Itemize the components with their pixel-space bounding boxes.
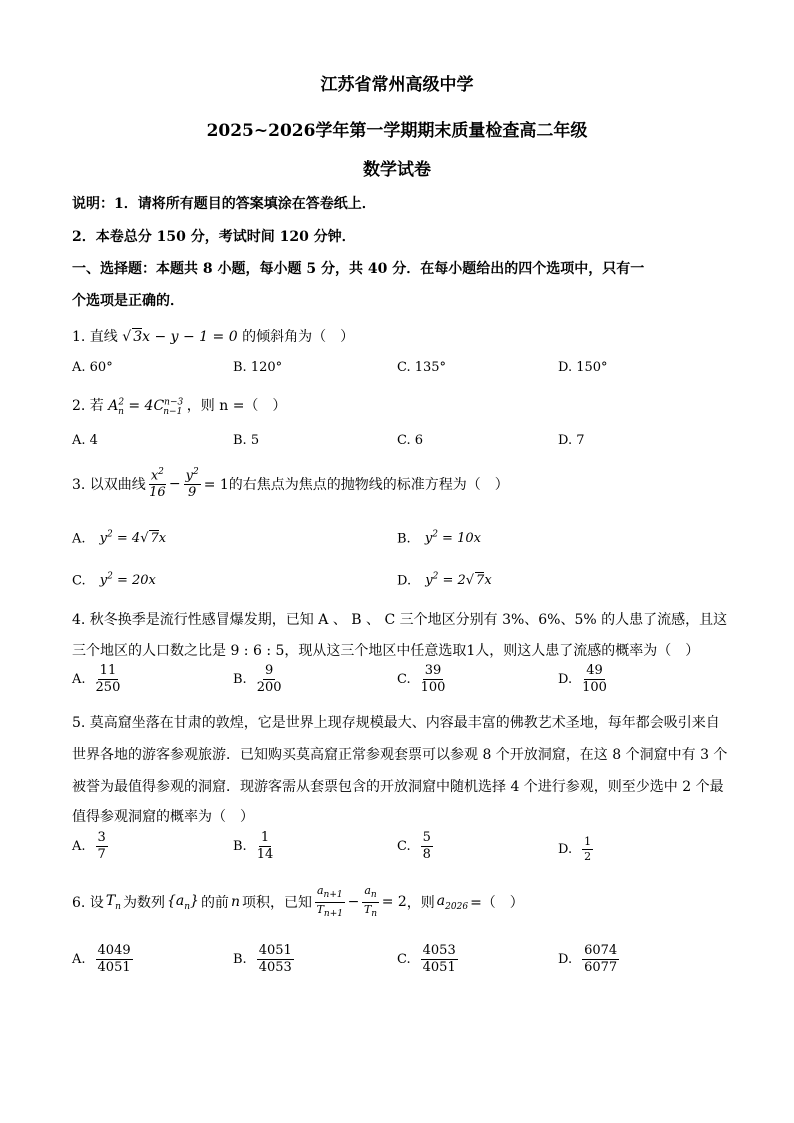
q2-tail: ，则 n =（ ）: [186, 398, 287, 414]
question-6: 6. 设 $T_n$ 为数列 $\{a_n\}$ 的前 n 项积，已知 $\frac{a_{n+1}}{T_{n+1}}$ − $\frac{a_n}{T_n}$ = 2 ，则 $a_{2026}$ =（ ）: [72, 884, 524, 919]
q1-option-b[interactable]: B. 120°: [233, 360, 283, 375]
q6-option-b[interactable]: B. $\frac{4051}{4053}$: [233, 943, 292, 975]
q5-option-a[interactable]: A. $\frac{3}{7}$: [72, 830, 106, 862]
q5-option-c[interactable]: C. $\frac{5}{8}$: [397, 830, 431, 862]
question-3: 3. 以双曲线 $\frac{x^2}{16}$ − $\frac{y^2}{9}$ = 1的右焦点为焦点的抛物线的标准方程为（ ）: [72, 467, 509, 500]
q5-option-d[interactable]: D. $\frac{1}{2}$: [558, 835, 592, 863]
q6-option-a[interactable]: A. $\frac{4049}{4051}$: [72, 943, 131, 975]
q4-line-1: 4. 秋冬换季是流行性感冒爆发期，已知 A 、 B 、 C 三个地区分别有 3%、6%、5% 的人患了流感，且这: [72, 612, 728, 628]
q3-option-c[interactable]: C. $y^2 = 20x$: [72, 572, 156, 589]
q3-option-b[interactable]: B. $y^2 = 10x$: [397, 530, 481, 547]
q1-option-a[interactable]: A. 60°: [72, 360, 113, 375]
q2-number: 2. 若: [72, 398, 104, 414]
q1-number: 1. 直线: [72, 329, 118, 345]
note-1: 说明：1．请将所有题目的答案填涂在答卷纸上．: [72, 196, 376, 212]
q5-line-1: 5. 莫高窟坐落在甘肃的敦煌，它是世界上现存规模最大、内容最丰富的佛教艺术圣地，每年都会吸引来自: [72, 715, 720, 731]
q5-option-b[interactable]: B. $\frac{1}{14}$: [233, 830, 274, 862]
q1-option-c[interactable]: C. 135°: [397, 360, 447, 375]
q4-option-d[interactable]: D. $\frac{49}{100}$: [558, 663, 607, 695]
section-heading-line1: 一、选择题：本题共 8 小题，每小题 5 分，共 40 分．在每小题给出的四个选项中，只有一: [72, 261, 645, 277]
q2-option-b[interactable]: B. 5: [233, 433, 260, 448]
question-2: [72, 395, 286, 417]
q4-option-b[interactable]: B. $\frac{9}{200}$: [233, 663, 282, 695]
q4-line-2: 三个地区的人口数之比是 9 : 6 : 5，现从这三个地区中任意选取1人，则这人患了流感的概率为（ ）: [72, 643, 700, 659]
q5-line-3: 被誉为最值得参观的洞窟．现游客需从套票包含的开放洞窟中随机选择 4 个进行参观，则至少选中 2 个最: [72, 779, 724, 795]
q2-option-d[interactable]: D. 7: [558, 433, 585, 448]
q3-number: 3. 以双曲线: [72, 476, 146, 493]
subject-title: 数学试卷: [363, 160, 431, 180]
q4-option-c[interactable]: C. $\frac{39}{100}$: [397, 663, 446, 695]
q6-number: 6. 设: [72, 895, 104, 912]
q3-option-d[interactable]: D. $y^2 = 2√$ 7x: [397, 572, 492, 589]
q3-option-a[interactable]: A. $y^2 = 4√$ 7x: [72, 530, 167, 547]
q3-tail: = 1的右焦点为焦点的抛物线的标准方程为（ ）: [203, 476, 509, 493]
q3-frac-x: $\frac{x^2}{16}$: [149, 467, 166, 500]
q5-line-2: 世界各地的游客参观旅游．已知购买莫高窟正常参观套票可以参观 8 个开放洞窟，在这 8 个洞窟中有 3 个: [72, 747, 728, 763]
q6-option-d[interactable]: D. $\frac{6074}{6077}$: [558, 943, 618, 975]
note-2: 2．本卷总分 150 分，考试时间 120 分钟．: [72, 229, 356, 245]
q2-option-a[interactable]: A. 4: [72, 433, 98, 448]
q1-equation: √ 3x − y − 1 = 0: [122, 329, 238, 345]
q1-tail: 的倾斜角为（ ）: [242, 329, 355, 345]
q1-option-d[interactable]: D. 150°: [558, 360, 608, 375]
q6-option-c[interactable]: C. $\frac{4053}{4051}$: [397, 943, 456, 975]
question-1: [72, 326, 354, 346]
q3-frac-y: $\frac{y^2}{9}$: [185, 467, 199, 500]
school-name: 江苏省常州高级中学: [320, 75, 474, 95]
q5-line-4: 值得参观洞窟的概率为（ ）: [72, 809, 254, 825]
q2-option-c[interactable]: C. 6: [397, 433, 424, 448]
section-heading-line2: 个选项是正确的．: [72, 293, 184, 309]
q4-option-a[interactable]: A. $\frac{11}{250}$: [72, 663, 121, 695]
q2-equation: $A^2_n = 4C^{n-3}_{n-1}$: [108, 397, 184, 417]
exam-title: 2025~2026学年第一学期期末质量检查高二年级: [206, 121, 588, 141]
